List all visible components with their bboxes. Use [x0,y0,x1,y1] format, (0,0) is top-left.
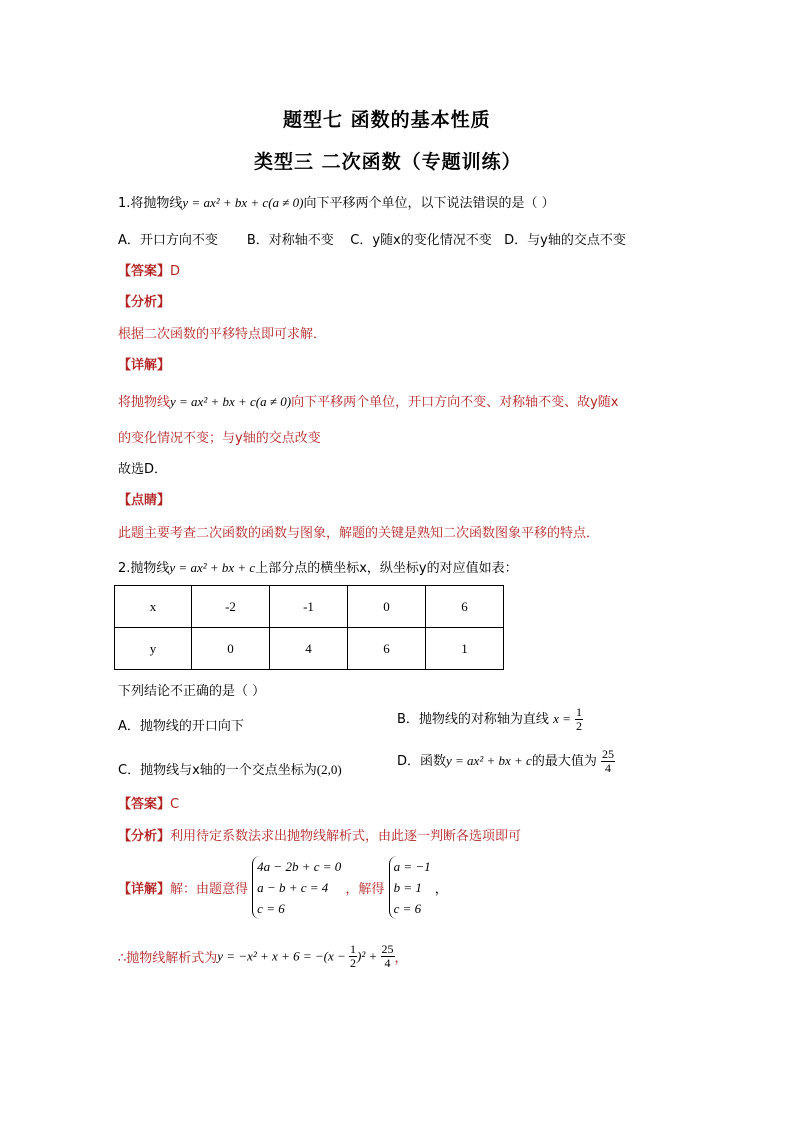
q2-result-tail: )² + [357,948,381,964]
q1-stem [118,192,555,211]
equation-line: a − b + c = 4 [257,880,329,895]
table-cell: x [115,586,192,628]
page-subtitle: 类型三 二次函数（专题训练） [254,151,522,173]
q2-option-d-fraction [601,748,615,775]
q2-stem [118,557,518,576]
table-cell: y [115,628,192,670]
q2-stem-formula: y = ax² + bx + c [169,560,256,575]
q2-option-b-var: x = [553,711,571,726]
table-cell: 0 [348,586,426,628]
q2-solution-system [389,856,431,919]
table-cell: -1 [270,586,348,628]
fraction-numerator: 1 [576,705,582,719]
q1-conclusion: 故选D． [118,462,168,477]
q2-answer-value: C [170,797,180,812]
q2-option-b [397,706,583,733]
q2-option-d [397,748,615,775]
q2-value-table [114,585,504,670]
table-row [115,586,504,628]
fraction-numerator: 25 [381,942,394,956]
table-cell: -2 [192,586,270,628]
table-cell: 1 [426,628,504,670]
q1-detail-line1 [118,391,619,410]
q2-option-d-mid: 的最大值为 [531,754,597,769]
fraction-denominator: 4 [604,761,611,775]
equation-line: a = −1 [393,859,431,874]
q1-detail-prefix: 将抛物线 [118,395,171,410]
q1-answer-value: D [170,264,181,279]
q1-stem-suffix: 向下平移两个单位，以下说法错误的是（ ） [303,196,555,211]
page-title: 题型七 函数的基本性质 [283,109,491,131]
q1-answer [118,260,180,279]
q2-option-c [118,759,342,778]
q2-analysis-tag: 【分析】 [118,829,171,844]
q1-stem-prefix: 1.将抛物线 [118,196,183,211]
q1-analysis-tag: 【分析】 [118,295,171,310]
q2-result [118,943,408,970]
q2-analysis [118,825,521,844]
q2-answer-tag: 【答案】 [118,797,171,812]
table-row [115,628,504,670]
q1-options: A．开口方向不变 B．对称轴不变 C．y随x的变化情况不变 D．与y轴的交点不变 [118,233,626,248]
fraction-numerator: 25 [601,747,614,761]
q2-analysis-text: 利用待定系数法求出抛物线解析式，由此逐一判断各选项即可 [170,829,522,844]
table-cell: 6 [426,586,504,628]
q2-result-end: ， [394,951,408,966]
q1-detail-line2: 的变化情况不变；与y轴的交点改变 [118,431,321,446]
q1-detail-formula: y = ax² + bx + c(a ≠ 0) [170,394,292,409]
table-cell: 6 [348,628,426,670]
q2-option-d-formula: y = ax² + bx + c [446,753,532,768]
q2-question: 下列结论不正确的是（ ） [118,684,266,699]
q2-detail-tag: 【详解】 [118,882,171,897]
q2-result-formula: y = −x² + x + 6 = −(x − [217,948,349,964]
q1-analysis: 根据二次函数的平移特点即可求解． [118,327,327,342]
q2-result-half [349,943,357,970]
q2-detail-text: 解：由题意得 [170,882,249,897]
q1-comment-tag: 【点睛】 [118,493,171,508]
q2-option-c-point: (2,0) [316,762,342,777]
q2-answer [118,793,179,812]
q2-result-fraction [381,943,395,970]
equation-line: c = 6 [257,901,285,916]
fraction-denominator: 2 [576,719,582,733]
fraction-numerator: 1 [350,942,356,956]
q2-option-d-prefix: D．函数 [397,754,447,769]
q2-option-a: A．抛物线的开口向下 [118,719,244,734]
equation-line: b = 1 [393,880,422,895]
q1-detail-tag: 【详解】 [118,358,171,373]
fraction-denominator: 2 [350,956,356,970]
fraction-denominator: 4 [384,956,391,970]
q1-comment: 此题主要考查二次函数的函数与图象，解题的关键是熟知二次函数图象平移的特点． [118,526,600,541]
q1-answer-tag: 【答案】 [118,264,171,279]
equation-line: c = 6 [393,901,422,916]
q2-stem-suffix: 上部分点的横坐标x，纵坐标y的对应值如表： [255,561,518,576]
q2-solved-text: ，解得 [345,882,385,897]
q2-stem-prefix: 2.抛物线 [118,561,170,576]
q2-detail [118,856,448,919]
q2-equation-system [252,856,341,919]
q2-system-end: ， [434,882,448,897]
equation-line: 4a − 2b + c = 0 [257,859,342,874]
q2-option-c-prefix: C．抛物线与x轴的一个交点坐标为 [118,763,317,778]
q2-result-prefix: ∴抛物线解析式为 [118,951,218,966]
table-cell: 4 [270,628,348,670]
q2-option-b-prefix: B．抛物线的对称轴为直线 [397,712,549,727]
q2-option-b-fraction [575,706,583,733]
table-cell: 0 [192,628,270,670]
q1-stem-formula: y = ax² + bx + c(a ≠ 0) [182,195,304,210]
q1-detail-suffix: 向下平移两个单位，开口方向不变、对称轴不变、故y随x [291,395,619,410]
